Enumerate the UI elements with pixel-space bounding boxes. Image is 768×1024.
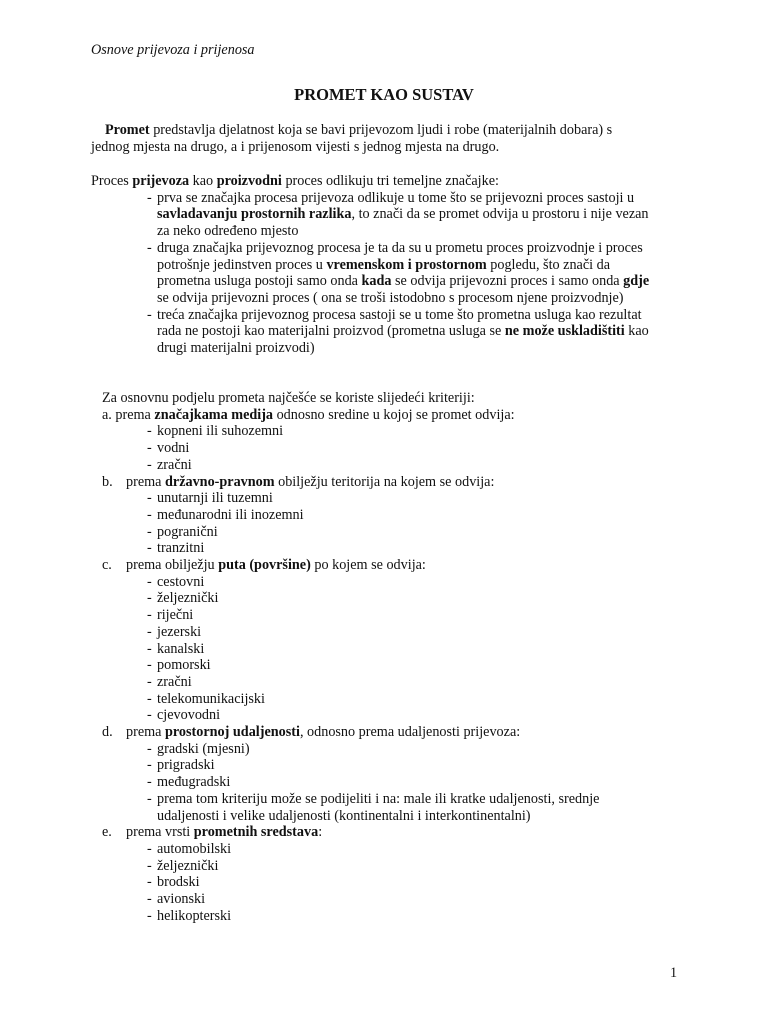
intro-bold: Promet — [105, 122, 150, 138]
list-item: - cestovni — [91, 574, 651, 591]
list-item: - željeznički — [91, 590, 651, 607]
list-item: - cjevovodni — [91, 707, 651, 724]
list-item: - telekomunikacijski — [91, 691, 651, 708]
list-item: - međunarodni ili inozemni — [91, 507, 651, 524]
criterion-e-list — [91, 841, 651, 925]
list-item: - zračni — [91, 457, 651, 474]
list-item: - jezerski — [91, 624, 651, 641]
page-title: PROMET KAO SUSTAV — [294, 85, 474, 104]
list-item: - riječni — [91, 607, 651, 624]
list-item: - helikopterski — [91, 908, 651, 925]
criterion-c: c. prema obilježju puta (površine) po kojem se odvija: — [102, 557, 426, 574]
list-item: - željeznički — [91, 858, 651, 875]
criterion-c-list — [91, 574, 651, 724]
criterion-b-list — [91, 490, 651, 557]
list-item: - vodni — [91, 440, 651, 457]
list-item: - pogranični — [91, 524, 651, 541]
proces-section — [91, 173, 651, 357]
criterion-a: a. prema značajkama medija odnosno sredine u kojoj se promet odvija: — [102, 406, 515, 423]
list-item: - kopneni ili suhozemni — [91, 423, 651, 440]
list-item: - tranzitni — [91, 540, 651, 557]
criteria-intro: Za osnovnu podjelu prometa najčešće se koriste slijedeći kriteriji: — [102, 390, 475, 406]
criterion-a-list — [91, 423, 651, 473]
list-item: - brodski — [91, 874, 651, 891]
page-number: 1 — [670, 965, 678, 981]
list-item: - gradski (mjesni) — [91, 741, 651, 758]
list-item: - unutarnji ili tuzemni — [91, 490, 651, 507]
list-item: - druga značajka prijevoznog procesa je ta da su u prometu proces proizvodnje i proces potrošnje jedinstven proces u vremenskom i prostornom pogledu, što znači da prometna usluga postoji samo onda kada se odvija prijevozni proces i samo onda gdje se odvija prijevozni proces ( ona se troši istodobno s procesom njene proizvodnje) — [91, 240, 651, 307]
criterion-d: d. prema prostornoj udaljenosti, odnosno prema udaljenosti prijevoza: — [102, 724, 521, 741]
intro-paragraph — [91, 122, 651, 155]
criteria-section — [91, 390, 651, 925]
list-item: - pomorski — [91, 657, 651, 674]
criterion-d-list — [91, 741, 651, 825]
list-item: - međugradski — [91, 774, 651, 791]
list-item: - prema tom kriteriju može se podijeliti i na: male ili kratke udaljenosti, srednje udaljenosti i velike udaljenosti (kontinentalni i interkontinentalni) — [91, 791, 651, 824]
proces-heading: Proces prijevoza kao proizvodni proces odlikuju tri temeljne značajke: — [91, 173, 499, 189]
criterion-b: b. prema državno-pravnom obilježju teritorija na kojem se odvija: — [102, 473, 495, 490]
proces-list — [91, 190, 651, 357]
criterion-e: e. prema vrsti prometnih sredstava: — [102, 824, 323, 841]
list-item: - treća značajka prijevoznog procesa sastoji se u tome što prometna usluga kao rezultat rada ne postoji kao materijalni proizvod (prometna usluga se ne može uskladištiti kao drugi materijalni proizvodi) — [91, 307, 651, 357]
list-item: - prva se značajka procesa prijevoza odlikuje u tome što se prijevozni proces sastoji u savladavanju prostornih razlika, to znači da se promet odvija u prostoru i nije vezan za neko određeno mjesto — [91, 190, 651, 240]
running-header: Osnove prijevoza i prijenosa — [91, 42, 255, 58]
list-item: - kanalski — [91, 641, 651, 658]
list-item: - avionski — [91, 891, 651, 908]
list-item: - zračni — [91, 674, 651, 691]
list-item: - prigradski — [91, 757, 651, 774]
list-item: - automobilski — [91, 841, 651, 858]
intro-text: predstavlja djelatnost koja se bavi prijevozom ljudi i robe (materijalnih dobara) s jednog mjesta na drugo, a i prijenosom vijesti s jednog mjesta na drugo. — [91, 122, 613, 155]
